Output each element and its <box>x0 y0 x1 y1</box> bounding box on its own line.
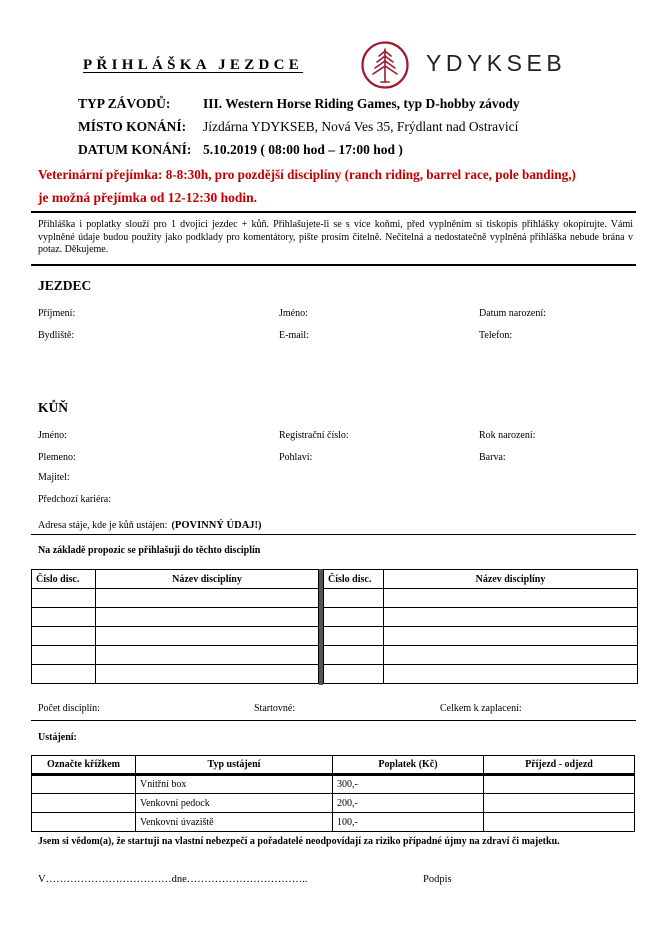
disc-name-cell[interactable] <box>96 608 319 627</box>
col-disc-number: Číslo disc. <box>32 570 96 589</box>
rider-residence-label: Bydliště: <box>38 330 75 341</box>
table-row <box>32 608 319 627</box>
disc-name-cell[interactable] <box>384 646 638 665</box>
disc-number-cell[interactable] <box>324 608 384 627</box>
disc-number-cell[interactable] <box>32 589 96 608</box>
table-row <box>324 646 638 665</box>
disc-name-cell[interactable] <box>96 627 319 646</box>
table-row <box>32 627 319 646</box>
disciplines-table-left <box>31 569 319 684</box>
stabling-fee-cell: 200,- <box>333 794 484 813</box>
col-disc-number: Číslo disc. <box>324 570 384 589</box>
horse-owner-label: Majitel: <box>38 472 70 483</box>
arrival-cell[interactable] <box>484 775 635 794</box>
rider-phone-label: Telefon: <box>479 330 513 341</box>
mandatory-note: (POVINNÝ ÚDAJ!) <box>171 520 262 531</box>
disc-name-cell[interactable] <box>384 665 638 684</box>
col-fee: Poplatek (Kč) <box>333 756 484 775</box>
horse-heading: KŮŇ <box>38 400 68 415</box>
mark-cell[interactable] <box>32 775 136 794</box>
stabling-fee-cell: 300,- <box>333 775 484 794</box>
horse-reg-label: Registrační číslo: <box>279 430 349 441</box>
disciplines-table-right <box>323 569 638 684</box>
stabling-type-cell: Venkovní úvaziště <box>136 813 333 832</box>
signature-place-date: V………………………………dne…………………………….. <box>38 874 308 885</box>
event-date-label: DATUM KONÁNÍ: <box>78 142 192 157</box>
table-row <box>324 589 638 608</box>
col-type: Typ ustájení <box>136 756 333 775</box>
mark-cell[interactable] <box>32 794 136 813</box>
arrival-cell[interactable] <box>484 813 635 832</box>
horse-name-label: Jméno: <box>38 430 67 441</box>
event-place-label: MÍSTO KONÁNÍ: <box>78 119 187 134</box>
vet-notice-line2: je možná přejímka od 12-12:30 hodin. <box>38 190 257 205</box>
rider-birthdate-label: Datum narození: <box>479 308 546 319</box>
disciplines-heading: Na základě propozic se přihlašuji do těchto disciplín <box>38 545 261 556</box>
event-type-value: III. Western Horse Riding Games, typ D-hobby závody <box>203 96 520 111</box>
horse-breed-label: Plemeno: <box>38 452 76 463</box>
stabling-table <box>31 755 635 832</box>
table-row <box>32 813 635 832</box>
horse-sex-label: Pohlaví: <box>279 452 313 463</box>
event-type-label: TYP ZÁVODŮ: <box>78 96 171 111</box>
event-date-value: 5.10.2019 ( 08:00 hod – 17:00 hod ) <box>203 142 403 157</box>
rider-heading: JEZDEC <box>38 278 92 293</box>
disc-name-cell[interactable] <box>96 665 319 684</box>
arrival-cell[interactable] <box>484 794 635 813</box>
stabling-heading: Ustájení: <box>38 732 77 743</box>
disc-number-cell[interactable] <box>32 608 96 627</box>
col-arrival: Příjezd - odjezd <box>484 756 635 775</box>
start-fee-label: Startovné: <box>254 703 296 714</box>
signature-label: Podpis <box>423 874 452 885</box>
rider-surname-label: Příjmení: <box>38 308 76 319</box>
table-row <box>324 665 638 684</box>
divider-top <box>31 211 636 213</box>
disc-name-cell[interactable] <box>384 627 638 646</box>
divider-intro <box>31 264 636 266</box>
disc-number-cell[interactable] <box>32 665 96 684</box>
divider-horse <box>31 534 636 535</box>
mark-cell[interactable] <box>32 813 136 832</box>
page-title: PŘIHLÁŠKA JEZDCE <box>83 57 304 73</box>
col-disc-name: Název disciplíny <box>96 570 319 589</box>
total-pay-label: Celkem k zaplacení: <box>440 703 522 714</box>
table-row <box>32 775 635 794</box>
total-count-label: Počet disciplín: <box>38 703 100 714</box>
horse-color-label: Barva: <box>479 452 506 463</box>
disc-name-cell[interactable] <box>96 646 319 665</box>
disclaimer-text: Jsem si vědom(a), že startuji na vlastní nebezpečí a pořadatelé neodpovídají za riziko případné újmy na zdraví či majetku. <box>38 836 560 847</box>
table-row <box>324 627 638 646</box>
rider-name-label: Jméno: <box>279 308 308 319</box>
event-place-value: Jízdárna YDYKSEB, Nová Ves 35, Frýdlant nad Ostravicí <box>203 119 519 134</box>
rider-email-label: E-mail: <box>279 330 309 341</box>
horse-career-label: Předchozí kariéra: <box>38 494 112 505</box>
horse-stable-label: Adresa stáje, kde je kůň ustájen: <box>38 520 168 531</box>
vet-notice-line1: Veterinární přejímka: 8-8:30h, pro pozdější disciplíny (ranch riding, barrel race, pole banding,) <box>38 167 576 182</box>
disc-name-cell[interactable] <box>384 589 638 608</box>
col-mark: Označte křížkem <box>32 756 136 775</box>
divider-totals <box>31 720 636 721</box>
stabling-type-cell: Venkovní pedock <box>136 794 333 813</box>
horse-birthyear-label: Rok narození: <box>479 430 536 441</box>
table-row <box>32 794 635 813</box>
disc-number-cell[interactable] <box>32 627 96 646</box>
disc-name-cell[interactable] <box>96 589 319 608</box>
stabling-fee-cell: 100,- <box>333 813 484 832</box>
disc-number-cell[interactable] <box>324 627 384 646</box>
disc-number-cell[interactable] <box>324 665 384 684</box>
col-disc-name: Název disciplíny <box>384 570 638 589</box>
disc-number-cell[interactable] <box>324 589 384 608</box>
table-row <box>32 589 319 608</box>
stabling-type-cell: Vnitřní box <box>136 775 333 794</box>
table-row <box>32 646 319 665</box>
disc-name-cell[interactable] <box>384 608 638 627</box>
logo-text: YDYKSEB <box>426 50 567 76</box>
table-row <box>324 608 638 627</box>
intro-text: Přihláška i poplatky slouží pro 1 dvojici jezdec + kůň. Přihlašujete-li se s více koňmi, před vyplněním si tiskopis přihlášky okopírujte. Vámi vyplněné údaje budou použity jako podklady pro komentátory, pište prosím čitelně. Nečitelná a nedostatečně vyplněná přihláška nebude brána v potaz. Děkujeme. <box>38 219 633 255</box>
disc-number-cell[interactable] <box>324 646 384 665</box>
table-row <box>32 665 319 684</box>
disc-number-cell[interactable] <box>32 646 96 665</box>
ydykseb-logo-icon <box>360 40 410 90</box>
horse-stable-row <box>38 515 262 533</box>
